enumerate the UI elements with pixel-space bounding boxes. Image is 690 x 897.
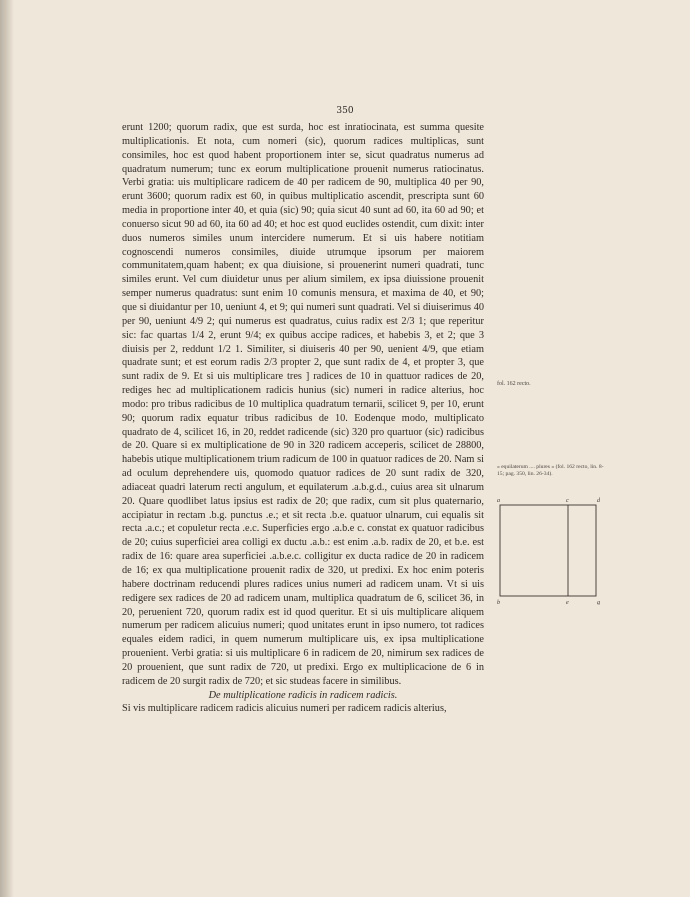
margin-note-folio: fol. 162 recto. [497,381,531,387]
rectangle-figure [496,493,604,605]
label-e: e [566,600,569,605]
label-c: c [566,498,569,504]
book-binding-edge [0,0,14,897]
label-b: b [497,600,500,605]
figure-square-abgd [500,505,596,596]
paragraph-main: erunt 1200; quorum radix, que est surda, hoc est inratiocinata, est summa quesite multiplicationis. Et nota, cum nomeri (sic), quorum radices multiplicas, sunt consimiles, hoc est quod habent proportionem inter se, sicut quadratus numerus ad quadratum numerum; tunc ex eorum multiplicatione prouenit numerus ratiocinatus. Verbi gratia: uis multiplicare radicem de 40 per radicem de 90, multiplica 40 per 90, erunt 3600; quorum radix est 60, in quibus multiplicatio ascendit, prescripta sunt 60 media in proportione inter 40, et quia (sic) 90; quia sicut 40 sunt ad 60, ita 60 ad 90; et conuerso sicut 90 ad 60, ita 60 ad 40; et hoc est quod euclides ostendit, cum dixit: inter duos numeros similes unum intercidere numerum. Et si uis habere notitiam cognoscendi numeros consimiles, diuide utrumque ipsorum per maiorem communitatem,quam habent; ex qua diuisione, si prouenerint numeri quadrati, tunc similes erunt. Vel cum diuidetur unus per alium similem, ex ipsa diuissione prouenit semper numerus quadratus: sunt enim 10 comunis mensura, et maxima de 40, et 90; que si diuidantur per 10, ueniunt 4, et 9; qui numeri sunt quadrati. Vel si diuiserimus 40 per 90, ueniunt 4/9 2; qui numerus est quadratus, cuius radix est 2/3 1; que reperitur sic: fac quartas 1/4 2, erunt 9/4; ex quibus accipe radices, et habebis 3, et 2; que 3 diuisis per 2, reddunt 1/2 1. Similiter, si diuiseris 40 per 90, uenient 4/9, que etiam quadrate sunt; et est eorum radis 2/3 propter 2, que sunt radix de 4, et propter 3, que sunt radix de 9. Et si uis multiplicare tres ] radices de 10 in quattuor radices de 20, rediges hec ad multiplicationem radicis hunius (sic) numeri in radice alterius, hoc modo: pro tribus radicibus de 10 multiplica quadratum ternarii, scilicet 9, per 10, erunt 90; quorum radix equatur tribus radicibus de 10. Eodenque modo, multiplicato quadrato de 4, scilicet 16, in 20, reddet radicende (sic) 320 pro quartuor (sic) radicibus de 20. Quare si ex multiplicatione de 90 in 320 radicem acceperis, scilicet de 28800, habebis utique multiplicationem trium radicum de 100 in quatuor radices de 20. Nam si ad oculum deprehendere uis, quomodo quatuor radices de 20 sunt radix de 320, adiaceat quadri laterum recti angulum, et equilaterum .a.b.g.d., cuius area sit ulnarum 20. Quare quodlibet latus ipsius est radix de 20; que radix, cum sit plus quaternario, accipiatur in rectam .b.g. punctus .e.; et sit recta .b.e. quatuor ulnarum, cui equalis sit recta .a.c.; et copuletur recta .e.c. Superficies ergo .a.b.e c. constat ex quatuor radicibus de 20; cuius superficiei area colligi ex ductu .a.b.: est enim .a.b. radix de 20, et b.e. est radix de 16: quare area superficiei .a.b.e.c. colligitur ex ducta radice de 20 in radicem de 16; ex qua multiplicatione prouenit radix de 320, ut predixi. Ex hoc enim poteris habere doctrinam reducendi plures radices unius numeri ad radicem unam. Vt si uis redigere sex radices de 20 ad radicem unam, multiplica quadratum de 6, scilicet 36, in 20, peruenient 720, quorum radix est id quod queritur. Et si uis multiplicare aliquem numerum per radicem alicuius numeri; quod unitates erunt in ipso numero, tot radices equales eidem radici, in quem numerum multiplicare uis, ex ipsa multiplicatione prouenient. Verbi gratia: si uis multiplicare 6 in radicem de 20, nimirum sex radices de 20 prouenient, que sunt radix de 720, ut predixi. Ergo ex multiplicacione de 6 in radicem de 20 surgit radix de 720; et sic studeas facere in similibus. [122,122,484,687]
label-a: a [497,498,500,504]
label-g: g [597,600,600,605]
page-number: 350 [336,106,354,116]
section-heading: De multiplicatione radicis in radicem radicis. [208,689,398,701]
label-d: d [597,498,600,504]
body-text [122,121,484,716]
margin-note-equilaterum: « equilaterum .... plures » (fol. 162 recto, lin. 8-15; pag. 350, lin. 26-34). [497,464,604,477]
paragraph-continued: Si vis multiplicare radicem radicis alicuius numeri per radicem radicis alterius, [122,703,447,715]
